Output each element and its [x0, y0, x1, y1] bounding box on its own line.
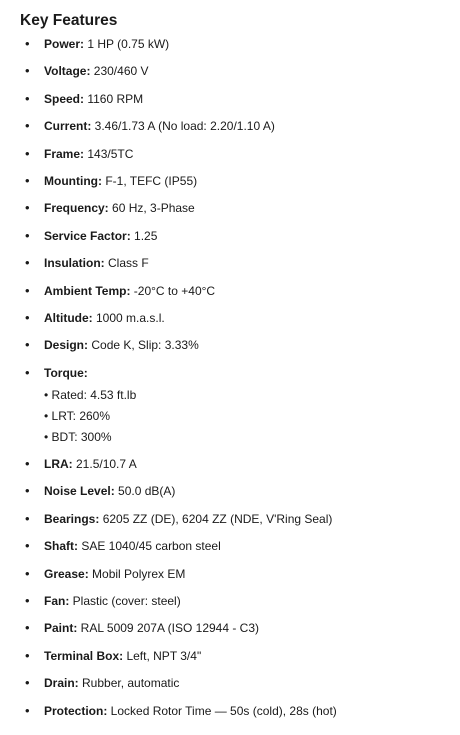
feature-value: Mobil Polyrex EM — [88, 566, 186, 581]
feature-value: 1 HP (0.75 kW) — [84, 37, 170, 51]
feature-label: Insulation: — [44, 256, 105, 271]
section-heading: Key Features — [20, 12, 118, 29]
bullet-icon: • — [25, 36, 30, 51]
sub-list-text: BDT: 300% — [51, 429, 112, 444]
bullet-icon: • — [25, 364, 30, 380]
bullet-icon: • — [25, 510, 30, 526]
bullet-icon: • — [25, 172, 30, 188]
feature-item — [20, 283, 460, 299]
feature-label: Terminal Box: — [44, 648, 124, 663]
feature-item — [20, 483, 460, 499]
feature-item — [20, 310, 460, 326]
feature-label: Service Factor: — [44, 228, 131, 243]
feature-label: Shaft: — [44, 539, 78, 554]
feature-label: Noise Level: — [44, 484, 115, 499]
sub-list — [44, 387, 460, 445]
feature-item — [20, 118, 460, 134]
feature-value: 6205 ZZ (DE), 6204 ZZ (NDE, V'Ring Seal) — [99, 511, 333, 526]
feature-value: Left, NPT 3/4" — [123, 648, 202, 663]
bullet-icon: • — [25, 456, 30, 472]
feature-item — [20, 620, 460, 636]
feature-value: F-1, TEFC (IP55) — [101, 173, 198, 188]
sub-list-item — [44, 408, 460, 424]
feature-value: Rubber, automatic — [78, 676, 180, 691]
bullet-icon: • — [25, 483, 30, 499]
feature-value: 21.5/10.7 A — [72, 457, 137, 472]
feature-label: Bearings: — [44, 511, 100, 526]
bullet-icon: • — [25, 118, 30, 134]
sub-list-item — [44, 387, 460, 403]
feature-item — [20, 200, 460, 216]
feature-list — [20, 36, 460, 719]
feature-label: Mounting: — [44, 173, 102, 188]
bullet-icon: • — [25, 337, 30, 353]
feature-value: 1.25 — [130, 228, 158, 243]
feature-value: 50.0 dB(A) — [114, 484, 176, 499]
feature-item — [20, 511, 460, 527]
feature-label: Protection: — [44, 703, 108, 718]
feature-item — [20, 173, 460, 189]
feature-item — [20, 91, 460, 107]
bullet-icon: • — [25, 227, 30, 243]
feature-item — [20, 365, 460, 445]
feature-label: Paint: — [44, 621, 78, 636]
bullet-icon: • — [25, 702, 30, 718]
feature-label: Current: — [44, 119, 92, 134]
feature-item — [20, 36, 460, 52]
sub-bullet-icon: • — [44, 429, 49, 444]
feature-label: Grease: — [44, 566, 89, 581]
feature-value: SAE 1040/45 carbon steel — [78, 539, 221, 554]
feature-label: Frame: — [44, 146, 85, 161]
feature-value: -20°C to +40°C — [130, 283, 216, 298]
feature-label: Frequency: — [44, 201, 109, 216]
sub-list-text: Rated: 4.53 ft.lb — [51, 387, 137, 402]
sub-list-text: LRT: 260% — [51, 408, 111, 423]
sub-bullet-icon: • — [44, 387, 49, 402]
bullet-icon: • — [25, 620, 30, 636]
feature-item — [20, 255, 460, 271]
feature-label: LRA: — [44, 457, 73, 472]
feature-value: 1000 m.a.s.l. — [92, 310, 165, 325]
feature-value: 1160 RPM — [84, 91, 144, 106]
bullet-icon: • — [25, 309, 30, 325]
bullet-icon: • — [25, 565, 30, 581]
bullet-icon: • — [25, 593, 30, 609]
feature-value: RAL 5009 207A (ISO 12944 - C3) — [77, 621, 260, 636]
bullet-icon: • — [25, 200, 30, 216]
bullet-icon: • — [25, 255, 30, 271]
feature-value: 230/460 V — [90, 64, 149, 79]
feature-item — [20, 456, 460, 472]
feature-value: 3.46/1.73 A (No load: 2.20/1.10 A) — [91, 119, 275, 134]
feature-label: Speed: — [44, 91, 85, 106]
bullet-icon: • — [25, 63, 30, 79]
bullet-icon: • — [25, 282, 30, 298]
feature-item — [20, 675, 460, 691]
bullet-icon: • — [25, 145, 30, 161]
feature-value: Code K, Slip: 3.33% — [88, 338, 199, 353]
feature-label: Voltage: — [44, 64, 91, 79]
feature-item — [20, 146, 460, 162]
bullet-icon: • — [25, 538, 30, 554]
bullet-icon: • — [25, 647, 30, 663]
feature-label: Design: — [44, 338, 89, 353]
feature-label: Fan: — [44, 594, 70, 609]
feature-item — [20, 648, 460, 664]
feature-item — [20, 703, 460, 719]
feature-value: Plastic (cover: steel) — [69, 594, 181, 609]
feature-item — [20, 337, 460, 353]
feature-value: Locked Rotor Time — 50s (cold), 28s (hot) — [107, 703, 337, 718]
bullet-icon: • — [25, 90, 30, 106]
feature-item — [20, 63, 460, 79]
feature-label: Altitude: — [44, 310, 93, 325]
sub-list-item — [44, 429, 460, 445]
feature-label: Torque: — [44, 365, 88, 380]
feature-item — [20, 228, 460, 244]
feature-value: Class F — [104, 256, 149, 271]
feature-label: Drain: — [44, 676, 79, 691]
feature-value: 143/5TC — [84, 146, 134, 161]
feature-item — [20, 538, 460, 554]
feature-value: 60 Hz, 3-Phase — [108, 201, 195, 216]
feature-label: Ambient Temp: — [44, 283, 131, 298]
feature-label: Power: — [44, 37, 85, 51]
sub-bullet-icon: • — [44, 408, 49, 423]
feature-item — [20, 566, 460, 582]
feature-item — [20, 593, 460, 609]
bullet-icon: • — [25, 675, 30, 691]
